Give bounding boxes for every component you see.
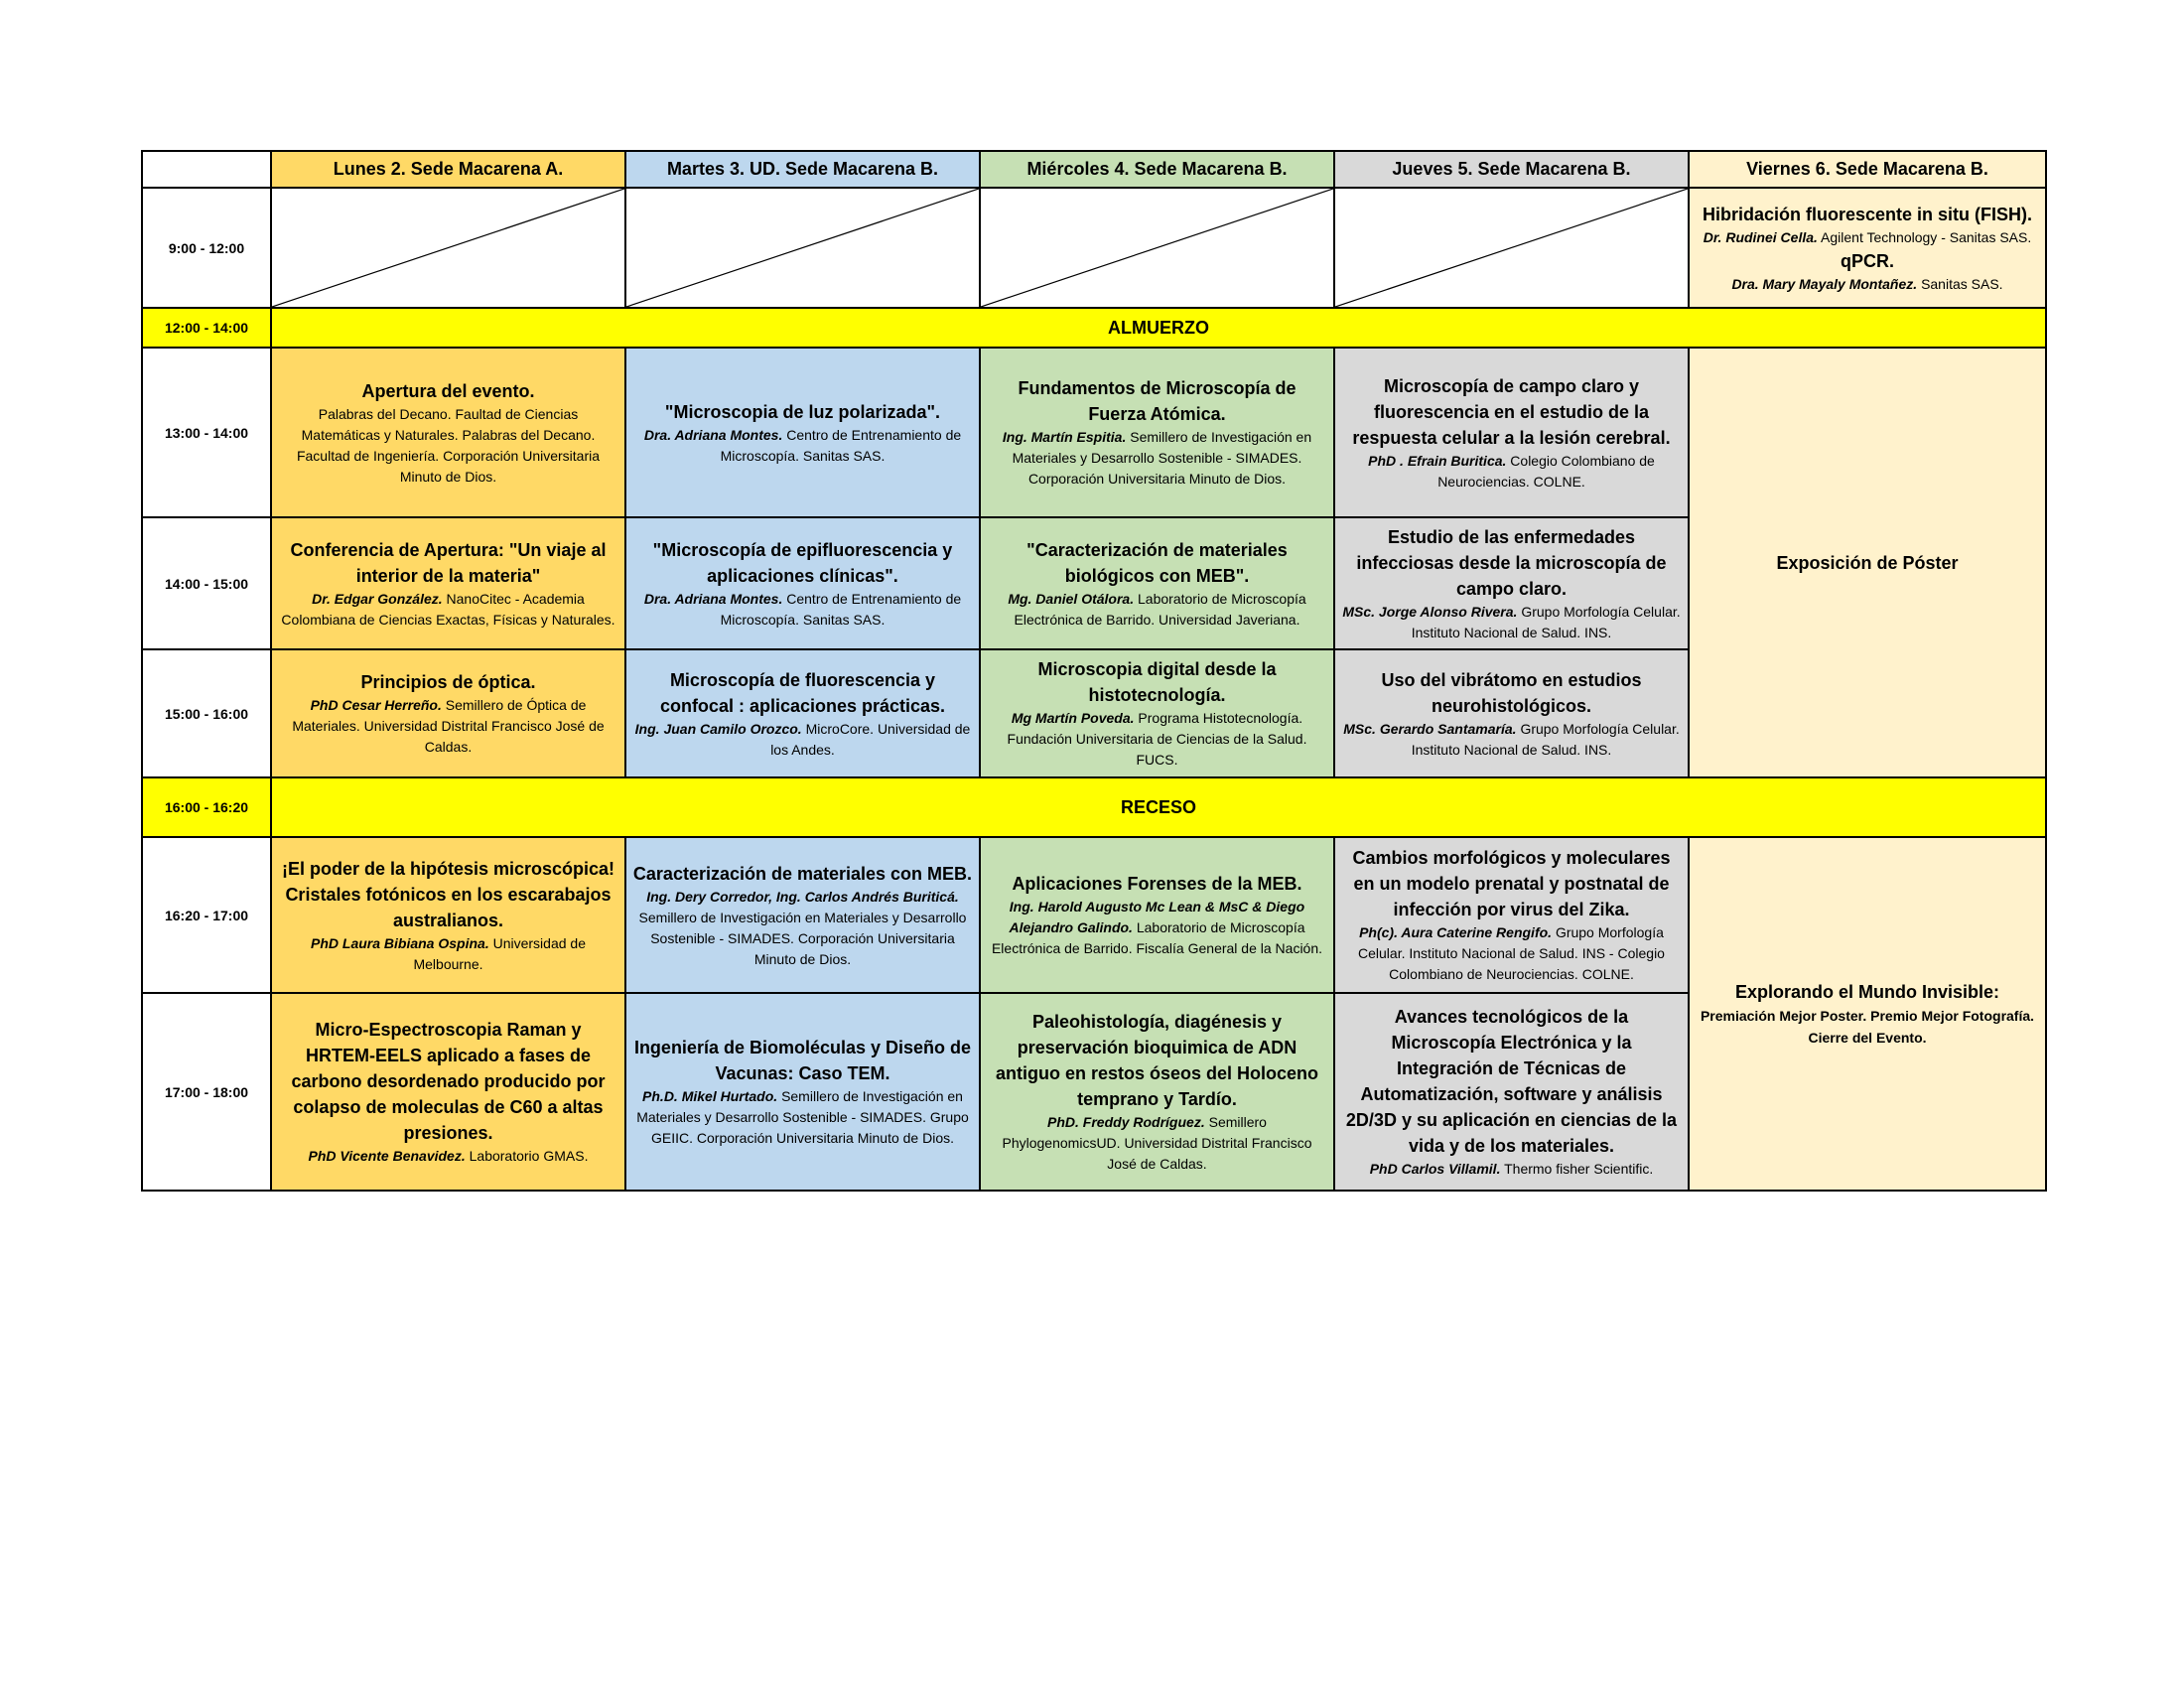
time-label: 13:00 - 14:00 <box>142 348 271 517</box>
session-friday-morning <box>1689 188 2046 308</box>
session-title: Aplicaciones Forenses de la MEB. <box>1012 874 1302 894</box>
empty-slot-tuesday <box>625 188 980 308</box>
session-tuesday-1500 <box>625 649 980 777</box>
session-speaker: MSc. Jorge Alonso Rivera. <box>1342 603 1518 620</box>
empty-slot-wednesday <box>980 188 1334 308</box>
session-title: Estudio de las enfermedades infecciosas desde la microscopía de campo claro. <box>1356 526 1667 599</box>
header-row <box>142 151 2046 188</box>
session-title: Principios de óptica. <box>360 672 536 692</box>
row-recess <box>142 777 2046 837</box>
session-affiliation: Laboratorio de Microscopía Electrónica de Barrido. Fiscalía General de la Nación. <box>991 919 1323 956</box>
time-label: 15:00 - 16:00 <box>142 649 271 777</box>
empty-slot-monday <box>271 188 625 308</box>
session-speaker: Dra. Mary Mayaly Montañez. <box>1731 275 1918 292</box>
session-monday-1500 <box>271 649 625 777</box>
time-label: 14:00 - 15:00 <box>142 517 271 649</box>
time-label: 9:00 - 12:00 <box>142 188 271 308</box>
session-affiliation: Semillero de Investigación en Materiales y Desarrollo Sostenible - SIMADES. Corporación Universitaria Minuto de Dios. <box>1012 429 1312 487</box>
session-affiliation: Semillero PhylogenomicsUD. Universidad Distrital Francisco José de Caldas. <box>1002 1114 1312 1172</box>
session-monday-1700 <box>271 993 625 1191</box>
session-speaker: Ph(c). Aura Caterine Rengifo. <box>1359 924 1553 940</box>
schedule-table <box>141 150 2047 1192</box>
session-title: Microscopía de campo claro y fluorescencia en el estudio de la respuesta celular a la lesión cerebral. <box>1352 375 1671 448</box>
header-monday: Lunes 2. Sede Macarena A. <box>271 151 625 188</box>
session-affiliation: Thermo fisher Scientific. <box>1504 1161 1654 1177</box>
poster-exhibition <box>1689 348 2046 777</box>
header-corner-cell <box>142 151 271 188</box>
session-title: Apertura del evento. <box>361 380 535 401</box>
session-affiliation: Semillero de Investigación en Materiales y Desarrollo Sostenible - SIMADES. Corporación Universitaria Minuto de Dios. <box>638 909 967 967</box>
recess-banner: RECESO <box>271 777 2046 837</box>
session-monday-1300 <box>271 348 625 517</box>
session-speaker: PhD. Freddy Rodríguez. <box>1047 1114 1205 1130</box>
session-speaker: Dr. Edgar González. <box>312 590 443 607</box>
session-tuesday-1700 <box>625 993 980 1191</box>
session-title: Micro-Espectroscopia Raman y HRTEM-EELS aplicado a fases de carbono desordenado producido por colapso de moleculas de C60 a altas presiones. <box>291 1020 606 1143</box>
session-wednesday-1500 <box>980 649 1334 777</box>
closing-description: Premiación Mejor Poster. Premio Mejor Fotografía. Cierre del Evento. <box>1700 1008 2035 1046</box>
session-speaker: MSc. Gerardo Santamaría. <box>1343 720 1517 737</box>
session-thursday-1620 <box>1334 837 1689 993</box>
session-speaker: PhD Carlos Villamil. <box>1369 1161 1501 1177</box>
session-speaker: Ing. Juan Camilo Orozco. <box>634 720 802 737</box>
session-thursday-1400 <box>1334 517 1689 649</box>
session-speaker: PhD Vicente Benavidez. <box>308 1148 466 1164</box>
session-affiliation: Programa Histotecnología. Fundación Universitaria de Ciencias de la Salud. FUCS. <box>1007 710 1307 768</box>
session-affiliation: MicroCore. Universidad de los Andes. <box>770 720 971 758</box>
session-speaker: Dra. Adriana Montes. <box>643 426 783 443</box>
session-title: "Microscopía de epifluorescencia y aplicaciones clínicas". <box>652 539 953 586</box>
poster-title: Exposición de Póster <box>1776 552 1959 573</box>
session-thursday-1300 <box>1334 348 1689 517</box>
session-wednesday-1620 <box>980 837 1334 993</box>
session-affiliation: Sanitas SAS. <box>1921 275 2003 292</box>
session-speaker: PhD Laura Bibiana Ospina. <box>311 934 489 951</box>
session-title: Cambios morfológicos y moleculares en un modelo prenatal y postnatal de infección por virus del Zika. <box>1352 848 1671 919</box>
header-tuesday: Martes 3. UD. Sede Macarena B. <box>625 151 980 188</box>
time-label: 12:00 - 14:00 <box>142 308 271 348</box>
session-title: Conferencia de Apertura: "Un viaje al interior de la materia" <box>290 539 607 586</box>
session-speaker: Ing. Dery Corredor, Ing. Carlos Andrés Buriticá. <box>646 888 959 905</box>
row-1620 <box>142 837 2046 993</box>
session-title: Hibridación fluorescente in situ (FISH). <box>1702 204 2033 224</box>
session-speaker: Dr. Rudinei Cella. <box>1703 228 1818 245</box>
session-affiliation: Universidad de Melbourne. <box>413 934 586 972</box>
row-1300 <box>142 348 2046 517</box>
session-title: Fundamentos de Microscopía de Fuerza Atómica. <box>1018 378 1297 424</box>
session-affiliation: Laboratorio de Microscopía Electrónica de Barrido. Universidad Javeriana. <box>1014 590 1306 628</box>
session-title: Microscopía de fluorescencia y confocal : aplicaciones prácticas. <box>659 669 946 716</box>
session-title: Microscopia digital desde la histotecnología. <box>1037 659 1277 705</box>
session-affiliation: Semillero de Investigación en Materiales y Desarrollo Sostenible - SIMADES. Grupo GEIIC. Corporación Universitaria Minuto de Dios. <box>636 1088 969 1146</box>
session-speaker: PhD Cesar Herreño. <box>310 697 442 713</box>
time-label: 17:00 - 18:00 <box>142 993 271 1191</box>
session-title: Avances tecnológicos de la Microscopía Electrónica y la Integración de Técnicas de Automatización, software y análisis 2D/3D y su aplicación en ciencias de la vida y de los materiales. <box>1345 1007 1678 1156</box>
session-affiliation: Agilent Technology - Sanitas SAS. <box>1821 228 2032 245</box>
session-title: "Caracterización de materiales biológicos con MEB". <box>1026 539 1288 586</box>
session-tuesday-1400 <box>625 517 980 649</box>
session-monday-1620 <box>271 837 625 993</box>
lunch-banner: ALMUERZO <box>271 308 2046 348</box>
closing-session <box>1689 837 2046 1191</box>
session-title: Uso del vibrátomo en estudios neurohistológicos. <box>1381 669 1642 716</box>
session-affiliation: Grupo Morfología Celular. Instituto Nacional de Salud. INS. <box>1411 603 1681 640</box>
row-0900 <box>142 188 2046 308</box>
row-lunch <box>142 308 2046 348</box>
header-thursday: Jueves 5. Sede Macarena B. <box>1334 151 1689 188</box>
session-title: ¡El poder de la hipótesis microscópica! Cristales fotónicos en los escarabajos australianos. <box>281 858 615 930</box>
closing-title: Explorando el Mundo Invisible: <box>1734 982 2000 1002</box>
session-affiliation: Semillero de Óptica de Materiales. Universidad Distrital Francisco José de Caldas. <box>292 697 605 755</box>
session-speaker: Mg. Daniel Otálora. <box>1008 590 1135 607</box>
session-affiliation: Laboratorio GMAS. <box>469 1148 589 1164</box>
empty-slot-thursday <box>1334 188 1689 308</box>
header-friday: Viernes 6. Sede Macarena B. <box>1689 151 2046 188</box>
session-affiliation: Centro de Entrenamiento de Microscopía. Sanitas SAS. <box>720 590 962 628</box>
header-wednesday: Miércoles 4. Sede Macarena B. <box>980 151 1334 188</box>
time-label: 16:00 - 16:20 <box>142 777 271 837</box>
session-speaker: Mg Martín Poveda. <box>1011 710 1135 726</box>
session-thursday-1500 <box>1334 649 1689 777</box>
session-title: "Microscopia de luz polarizada". <box>664 401 941 422</box>
session-tuesday-1300 <box>625 348 980 517</box>
session-affiliation: NanoCitec - Academia Colombiana de Ciencias Exactas, Físicas y Naturales. <box>281 590 615 628</box>
session-speaker: Ph.D. Mikel Hurtado. <box>642 1088 778 1104</box>
session-affiliation: Centro de Entrenamiento de Microscopía. Sanitas SAS. <box>720 426 962 464</box>
session-wednesday-1700 <box>980 993 1334 1191</box>
session-wednesday-1400 <box>980 517 1334 649</box>
session-title: qPCR. <box>1841 250 1894 271</box>
time-label: 16:20 - 17:00 <box>142 837 271 993</box>
session-affiliation: Grupo Morfología Celular. Instituto Nacional de Salud. INS - Colegio Colombiano de Neurociencias. COLNE. <box>1358 924 1665 982</box>
session-affiliation: Colegio Colombiano de Neurociencias. COLNE. <box>1437 452 1655 490</box>
session-speaker: Dra. Adriana Montes. <box>643 590 783 607</box>
session-speaker: Ing. Harold Augusto Mc Lean & MsC & Diego Alejandro Galindo. <box>1009 899 1305 935</box>
session-monday-1400 <box>271 517 625 649</box>
session-speaker: Ing. Martín Espitia. <box>1002 429 1127 445</box>
session-tuesday-1620 <box>625 837 980 993</box>
session-title: Caracterización de materiales con MEB. <box>632 863 973 884</box>
session-title: Paleohistología, diagénesis y preservación bioquimica de ADN antiguo en restos óseos del Holoceno temprano y Tardío. <box>995 1012 1319 1109</box>
session-speaker: PhD . Efrain Buritica. <box>1368 452 1507 469</box>
session-thursday-1700 <box>1334 993 1689 1191</box>
session-description: Palabras del Decano. Faultad de Ciencias Matemáticas y Naturales. Palabras del Decano. Facultad de Ingeniería. Corporación Universitaria Minuto de Dios. <box>296 405 601 485</box>
session-affiliation: Grupo Morfología Celular. Instituto Nacional de Salud. INS. <box>1411 720 1680 758</box>
session-title: Ingeniería de Biomoléculas y Diseño de Vacunas: Caso TEM. <box>633 1038 972 1083</box>
session-wednesday-1300 <box>980 348 1334 517</box>
